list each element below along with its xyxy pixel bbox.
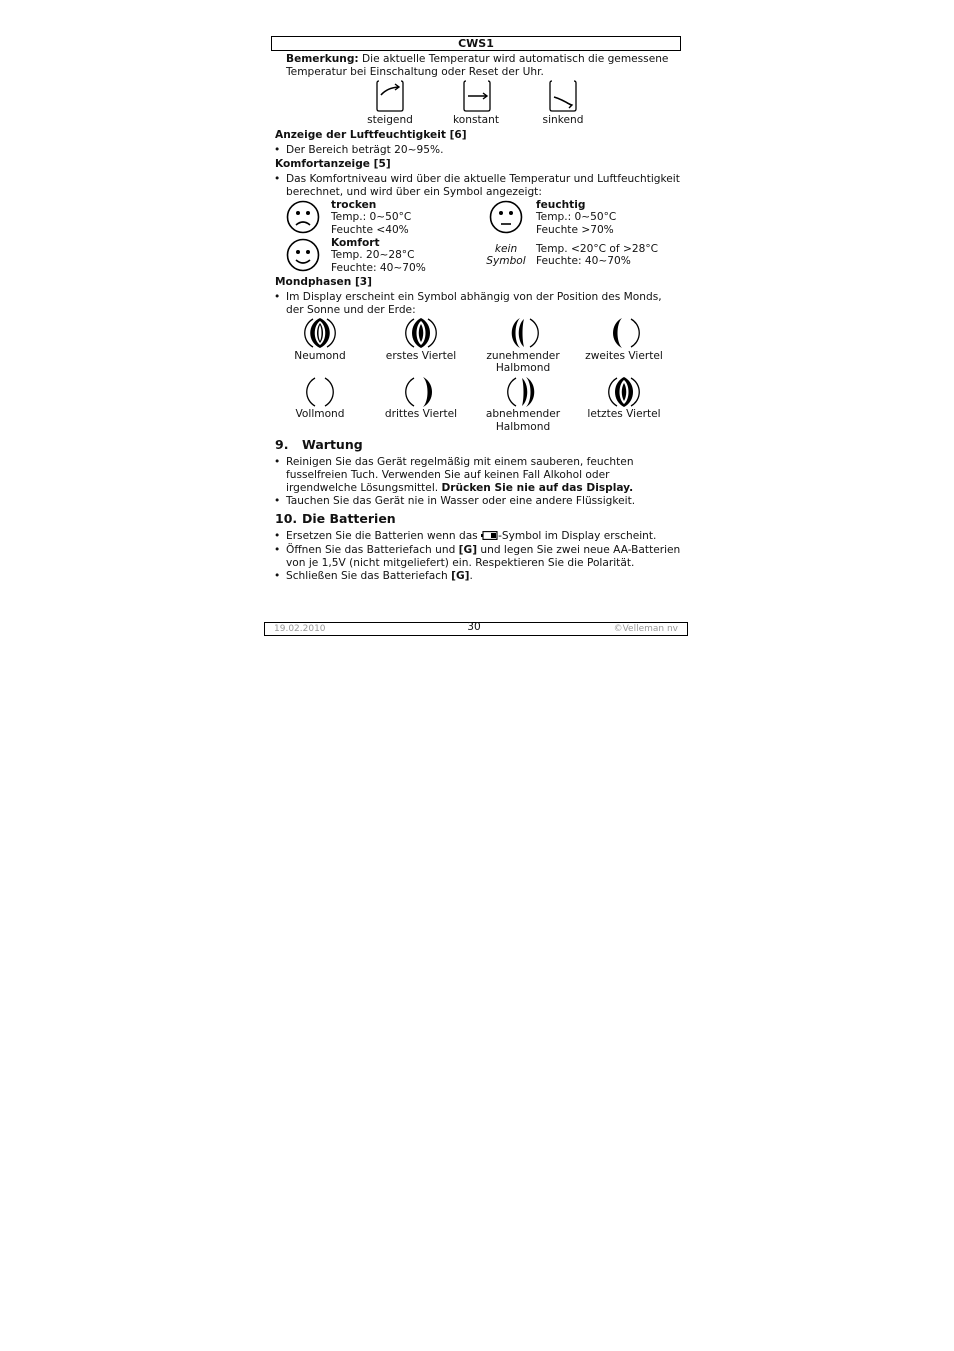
bullet: • — [274, 144, 281, 156]
batteries-title: Die Batterien — [302, 511, 396, 526]
wet-humidity: Feuchte >70% — [536, 224, 614, 236]
third-quarter-moon-icon — [404, 375, 438, 409]
maintenance-text-2: fusselfreien Tuch. Verwenden Sie auf keinen Fall Alkohol oder — [286, 469, 610, 481]
humidity-range: Der Bereich beträgt 20~95%. — [286, 144, 444, 156]
maintenance-warning: Drücken Sie nie auf das Display. — [441, 482, 634, 494]
new-moon-icon — [303, 316, 337, 350]
second-quarter-moon-icon — [607, 316, 641, 350]
trend-constant-icon — [463, 79, 491, 113]
maintenance-text-3 — [286, 482, 686, 495]
moon-heading: Mondphasen [3] — [275, 276, 372, 288]
first-quarter-moon-icon — [404, 316, 438, 350]
batteries-text-4a: Schließen Sie das Batteriefach — [286, 570, 452, 582]
remark-text-2: Temperatur bei Einschaltung oder Reset der Uhr. — [286, 66, 544, 78]
footer-copyright: ©Velleman nv — [613, 624, 678, 634]
batteries-text-1b: -Symbol im Display erscheint. — [498, 530, 657, 542]
wet-title: feuchtig — [536, 199, 586, 211]
trend-label-constant: konstant — [453, 114, 499, 126]
trend-rising-icon — [376, 79, 404, 113]
moon-label: letztes Viertel — [587, 408, 661, 420]
wet-temp: Temp.: 0~50°C — [536, 211, 617, 223]
bullet: • — [274, 544, 281, 556]
bullet: • — [274, 173, 281, 185]
remark-line-1 — [286, 53, 686, 66]
page-header-title: CWS1 — [271, 36, 681, 51]
no-symbol-label-2: Symbol — [486, 255, 526, 267]
maintenance-number: 9. — [275, 437, 289, 452]
dry-humidity: Feuchte <40% — [331, 224, 409, 236]
comfort-temp: Temp. 20~28°C — [331, 249, 415, 261]
trend-label-falling: sinkend — [542, 114, 584, 126]
comfort-text-2: berechnet, und wird über ein Symbol angezeigt: — [286, 186, 542, 198]
batteries-text-4c: . — [469, 570, 473, 582]
comfort-heading: Komfortanzeige [5] — [275, 158, 391, 170]
comfort-humidity: Feuchte: 40~70% — [331, 262, 426, 274]
bullet: • — [274, 495, 281, 507]
maintenance-title: Wartung — [302, 437, 363, 452]
comfort-title: Komfort — [331, 237, 380, 249]
moon-label: erstes Viertel — [385, 350, 457, 362]
moon-text-2: der Sonne und der Erde: — [286, 304, 416, 316]
waxing-half-moon-icon — [506, 316, 540, 350]
moon-label: abnehmender — [485, 408, 561, 420]
moon-label-2: Halbmond — [495, 362, 551, 374]
batteries-ref-g-2: [G] — [451, 570, 470, 582]
maintenance-text-1: Reinigen Sie das Gerät regelmäßig mit einem sauberen, feuchten — [286, 456, 634, 468]
bullet: • — [274, 456, 281, 468]
moon-label: Neumond — [294, 350, 346, 362]
moon-label-2: Halbmond — [495, 421, 551, 433]
wet-face-icon — [489, 200, 523, 234]
moon-label: drittes Viertel — [384, 408, 458, 420]
maintenance-text-4: Tauchen Sie das Gerät nie in Wasser oder eine andere Flüssigkeit. — [286, 495, 636, 507]
trend-falling-icon — [549, 79, 577, 113]
batteries-number: 10. — [275, 511, 298, 526]
bullet: • — [274, 570, 281, 582]
remark-text-1: Die aktuelle Temperatur wird automatisch die gemessene — [358, 53, 669, 65]
footer-date: 19.02.2010 — [274, 624, 326, 634]
no-symbol-humidity: Feuchte: 40~70% — [536, 255, 631, 267]
trend-label-rising: steigend — [367, 114, 413, 126]
batteries-text-2c: und legen Sie zwei neue AA-Batterien — [477, 544, 681, 556]
bullet: • — [274, 530, 281, 542]
battery-icon — [481, 531, 498, 540]
moon-label: zweites Viertel — [585, 350, 663, 362]
batteries-text-2 — [286, 544, 686, 557]
bullet: • — [274, 291, 281, 303]
dry-temp: Temp.: 0~50°C — [331, 211, 412, 223]
batteries-text-2a: Öffnen Sie das Batteriefach und — [286, 544, 459, 556]
comfort-text-1: Das Komfortniveau wird über die aktuelle Temperatur und Luftfeuchtigkeit — [286, 173, 680, 185]
no-symbol-temp: Temp. <20°C of >28°C — [536, 243, 659, 255]
moon-label: zunehmender — [486, 350, 560, 362]
remark-label: Bemerkung: — [286, 53, 359, 65]
batteries-text-3: von je 1,5V (nicht mitgeliefert) ein. Respektieren Sie die Polarität. — [286, 557, 635, 569]
no-symbol-label-1: kein — [494, 243, 518, 255]
dry-face-icon — [286, 200, 320, 234]
batteries-text-1a: Ersetzen Sie die Batterien wenn das — [286, 530, 482, 542]
humidity-heading: Anzeige der Luftfeuchtigkeit [6] — [275, 129, 467, 141]
batteries-text-4 — [286, 570, 686, 583]
batteries-ref-g: [G] — [458, 544, 478, 556]
last-quarter-moon-icon — [607, 375, 641, 409]
comfort-face-icon — [286, 238, 320, 272]
moon-label: Vollmond — [295, 408, 345, 420]
full-moon-icon — [303, 375, 337, 409]
moon-text-1: Im Display erscheint ein Symbol abhängig von der Position des Monds, — [286, 291, 662, 303]
footer-page-number: 30 — [467, 621, 481, 633]
batteries-text-1 — [286, 530, 686, 543]
maintenance-text-3a: irgendwelche Lösungsmittel. — [286, 482, 442, 494]
dry-title: trocken — [331, 199, 377, 211]
waning-half-moon-icon — [506, 375, 540, 409]
